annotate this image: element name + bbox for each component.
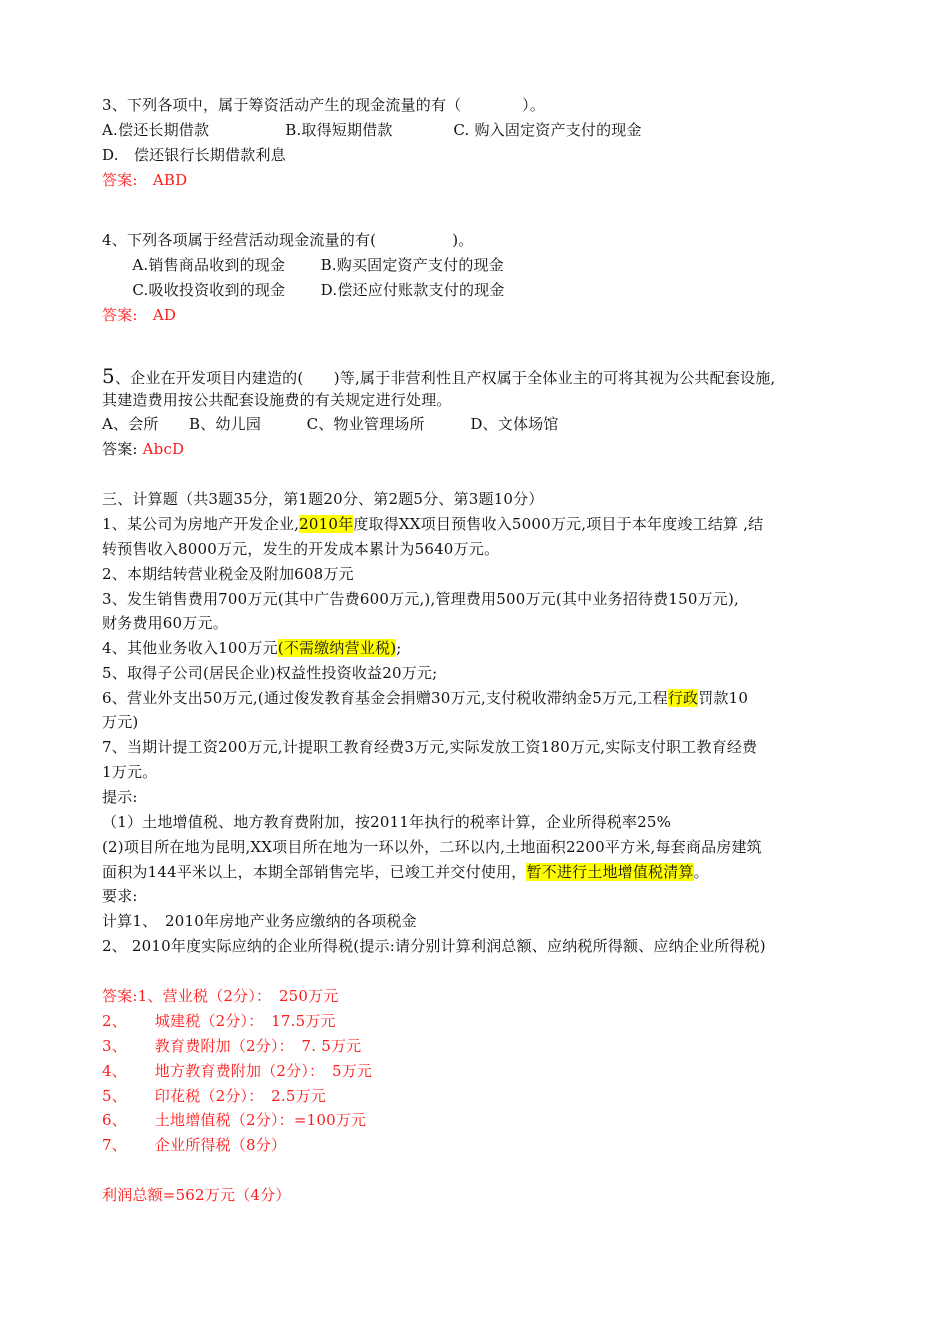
item4-pre: 4、其他业务收入100万元 bbox=[102, 639, 278, 657]
q5-answer-label: 答案: bbox=[102, 440, 138, 458]
hint-label: 提示: bbox=[102, 788, 138, 806]
q5-answer-value: AbcD bbox=[137, 440, 185, 458]
q3-options-row1: A.偿还长期借款 B.取得短期借款 C. 购入固定资产支付的现金 bbox=[102, 121, 642, 139]
q5-stem-line2: 其建造费用按公共配套设施费的有关规定进行处理。 bbox=[102, 391, 452, 409]
hint-1: （1）土地增值税、地方教育费附加，按2011年执行的税率计算，企业所得税率25% bbox=[102, 813, 672, 831]
q4-answer: 答案: AD bbox=[102, 306, 177, 324]
item6-highlight: 行政 bbox=[667, 689, 699, 707]
answer-2: 2、 城建税（2分）： 17.5万元 bbox=[102, 1012, 336, 1030]
q5-answer bbox=[102, 439, 184, 459]
q3-answer: 答案: ABD bbox=[102, 171, 188, 189]
hint-2-line1: (2)项目所在地为昆明,XX项目所在地为一环以外，二环以内,土地面积2200平方米,每套商品房建筑 bbox=[102, 838, 762, 856]
section3-item1-line1 bbox=[102, 514, 763, 534]
item4-post: ; bbox=[396, 639, 402, 657]
q5-stem-text: 、企业在开发项目内建造的( )等,属于非营利性且产权属于全体业主的可将其视为公共配套设施, bbox=[114, 369, 776, 387]
q5-number: 5 bbox=[102, 364, 115, 388]
hint2-pre: 面积为144平米以上，本期全部销售完毕，已竣工并交付使用， bbox=[102, 863, 527, 881]
answer-5: 5、 印花税（2分）： 2.5万元 bbox=[102, 1087, 327, 1105]
section3-item6-line2: 万元) bbox=[102, 713, 139, 731]
section3-item4 bbox=[102, 638, 402, 658]
q4-options-row2: C.吸收投资收到的现金 D.偿还应付账款支付的现金 bbox=[102, 281, 505, 299]
q4-stem: 4、下列各项属于经营活动现金流量的有( )。 bbox=[102, 231, 474, 249]
section3-item5: 5、取得子公司(居民企业)权益性投资收益20万元; bbox=[102, 664, 438, 682]
q4-options-row1: A.销售商品收到的现金 B.购买固定资产支付的现金 bbox=[102, 256, 504, 274]
item1-post: 度取得XX项目预售收入5000万元,项目于本年度竣工结算 ,结 bbox=[353, 515, 764, 533]
hint2-post: 。 bbox=[693, 863, 709, 881]
profit-total: 利润总额=562万元（4分） bbox=[102, 1186, 291, 1204]
section3-title: 三、计算题（共3题35分，第1题20分、第2题5分、第3题10分） bbox=[102, 490, 544, 508]
answer-3: 3、 教育费附加（2分）： 7. 5万元 bbox=[102, 1037, 362, 1055]
item4-highlight: (不需缴纳营业税) bbox=[277, 639, 397, 657]
item6-pre: 6、营业外支出50万元,(通过俊发教育基金会捐赠30万元,支付税收滞纳金5万元,工程 bbox=[102, 689, 668, 707]
section3-item6-line1 bbox=[102, 688, 748, 708]
item1-highlight: 2010年 bbox=[299, 515, 354, 533]
answer-4: 4、 地方教育费附加（2分）： 5万元 bbox=[102, 1062, 373, 1080]
requirement-label: 要求: bbox=[102, 887, 138, 905]
hint-2-line2 bbox=[102, 862, 709, 882]
q5-stem-line1 bbox=[102, 366, 775, 388]
section3-item2: 2、本期结转营业税金及附加608万元 bbox=[102, 565, 354, 583]
answer-7: 7、 企业所得税（8分） bbox=[102, 1136, 287, 1154]
q3-stem: 3、下列各项中，属于筹资活动产生的现金流量的有（ ）。 bbox=[102, 96, 546, 114]
q3-options-row2: D. 偿还银行长期借款利息 bbox=[102, 146, 286, 164]
section3-item7-line1: 7、当期计提工资200万元,计提职工教育经费3万元,实际发放工资180万元,实际支付职工教育经费 bbox=[102, 738, 758, 756]
requirement-2: 2、 2010年度实际应纳的企业所得税(提示:请分别计算利润总额、应纳税所得额、应纳企业所得税) bbox=[102, 937, 766, 955]
hint2-highlight: 暂不进行土地增值税清算 bbox=[526, 863, 694, 881]
answer-6: 6、 土地增值税（2分）：=100万元 bbox=[102, 1111, 367, 1129]
item6-post: 罚款10 bbox=[698, 689, 749, 707]
section3-item7-line2: 1万元。 bbox=[102, 763, 158, 781]
section3-item3-line2: 财务费用60万元。 bbox=[102, 614, 228, 632]
q5-options: A、会所 B、幼儿园 C、物业管理场所 D、文体场馆 bbox=[102, 415, 559, 433]
requirement-1: 计算1、 2010年房地产业务应缴纳的各项税金 bbox=[102, 912, 417, 930]
answer-1: 答案:1、营业税（2分）： 250万元 bbox=[102, 987, 339, 1005]
section3-item1-line2: 转预售收入8000万元，发生的开发成本累计为5640万元。 bbox=[102, 540, 500, 558]
section3-item3-line1: 3、发生销售费用700万元(其中广告费600万元,),管理费用500万元(其中业务招待费150万元), bbox=[102, 590, 739, 608]
item1-pre: 1、某公司为房地产开发企业, bbox=[102, 515, 300, 533]
